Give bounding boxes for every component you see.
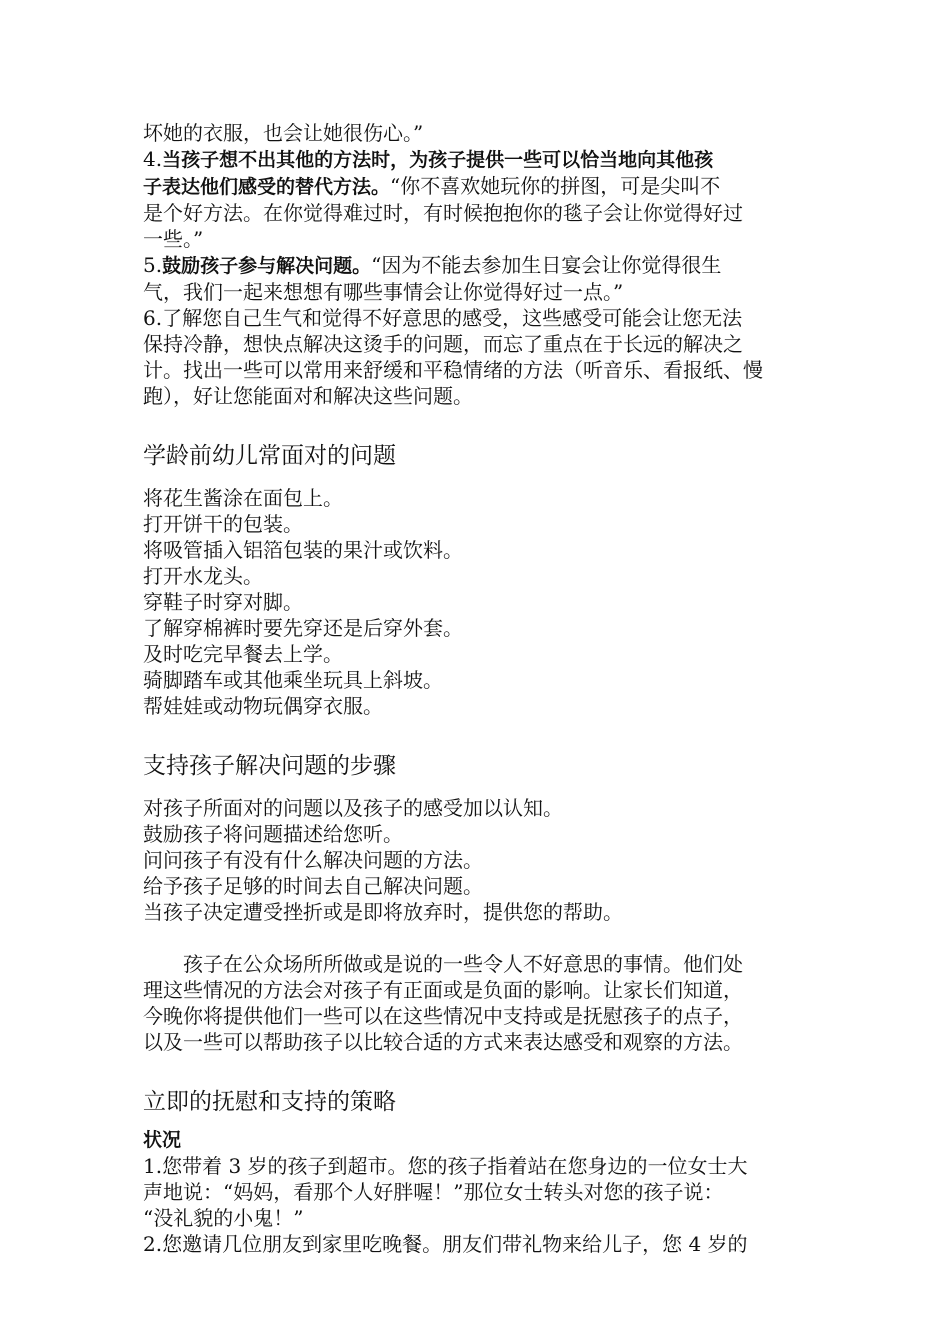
bold-text: 子表达他们感受的替代方法。: [143, 176, 391, 198]
item-number: 4.: [143, 147, 163, 171]
subsection-label: 状况: [143, 1129, 182, 1151]
list-item: 给予孩子足够的时间去自己解决问题。: [143, 874, 483, 898]
list-item-4: [143, 146, 811, 173]
list-item: 将花生酱涂在面包上。: [143, 486, 343, 510]
text-line: 坏她的衣服，也会让她很伤心。”: [143, 121, 424, 145]
paragraph-line: 以及一些可以帮助孩子以比较合适的方式来表达感受和观察的方法。: [143, 1030, 743, 1054]
list-item: 打开水龙头。: [143, 564, 263, 588]
document-page: [143, 120, 811, 1257]
text-line: 计。找出一些可以常用来舒缓和平稳情绪的方法（听音乐、看报纸、慢: [143, 358, 763, 382]
bold-text: 鼓励孩子参与解决问题。: [162, 255, 372, 277]
list-item: 鼓励孩子将问题描述给您听。: [143, 822, 403, 846]
spacer: [143, 1055, 811, 1087]
scenario-line: “没礼貌的小鬼！”: [143, 1206, 304, 1230]
scenario-line: 2.您邀请几位朋友到家里吃晚餐。朋友们带礼物来给儿子，您 4 岁的: [143, 1232, 748, 1256]
list-item: 及时吃完早餐去上学。: [143, 642, 343, 666]
body-text: “你不喜欢她玩你的拼图，可是尖叫不: [390, 174, 721, 198]
list-item: 当孩子决定遭受挫折或是即将放弃时，提供您的帮助。: [143, 900, 623, 924]
list-item-6: 6.了解您自己生气和觉得不好意思的感受，这些感受可能会让您无法: [143, 306, 743, 330]
paragraph-line: 理这些情况的方法会对孩子有正面或是负面的影响。让家长们知道，: [143, 978, 743, 1002]
list-item: 问问孩子有没有什么解决问题的方法。: [143, 848, 483, 872]
list-item: 将吸管插入铝箔包装的果汁或饮料。: [143, 538, 463, 562]
text-line: [143, 173, 811, 200]
scenario-line: 声地说：“妈妈，看那个人好胖喔！”那位女士转头对您的孩子说：: [143, 1180, 724, 1204]
body-text: “因为不能去参加生日宴会让你觉得很生: [371, 253, 722, 277]
list-item-5: [143, 252, 811, 279]
list-item: 穿鞋子时穿对脚。: [143, 590, 303, 614]
section-heading: 学龄前幼儿常面对的问题: [143, 443, 396, 469]
list-item: 了解穿棉裤时要先穿还是后穿外套。: [143, 616, 463, 640]
spacer: [143, 471, 811, 485]
spacer: [143, 719, 811, 751]
section-heading: 立即的抚慰和支持的策略: [143, 1089, 396, 1115]
list-item: 帮娃娃或动物玩偶穿衣服。: [143, 694, 383, 718]
list-item: 骑脚踏车或其他乘坐玩具上斜坡。: [143, 668, 443, 692]
text-line: 保持冷静，想快点解决这烫手的问题，而忘了重点在于长远的解决之: [143, 332, 743, 356]
spacer: [143, 1117, 811, 1127]
bold-text: 当孩子想不出其他的方法时，为孩子提供一些可以恰当地向其他孩: [162, 149, 714, 171]
text-line: 是个好方法。在你觉得难过时，有时候抱抱你的毯子会让你觉得好过: [143, 201, 743, 225]
spacer: [143, 781, 811, 795]
paragraph-line: 今晚你将提供他们一些可以在这些情况中支持或是抚慰孩子的点子，: [143, 1004, 743, 1028]
spacer: [143, 409, 811, 441]
item-number: 5.: [143, 253, 163, 277]
text-line: 气，我们一起来想想有哪些事情会让你觉得好过一点。”: [143, 280, 624, 304]
text-line: 一些。”: [143, 227, 204, 251]
section-heading: 支持孩子解决问题的步骤: [143, 753, 396, 779]
list-item: 打开饼干的包装。: [143, 512, 303, 536]
list-item: 对孩子所面对的问题以及孩子的感受加以认知。: [143, 796, 563, 820]
paragraph-line: 孩子在公众场所所做或是说的一些令人不好意思的事情。他们处: [183, 952, 743, 976]
scenario-line: 1.您带着 3 岁的孩子到超市。您的孩子指着站在您身边的一位女士大: [143, 1154, 748, 1178]
spacer: [143, 925, 811, 951]
text-line: 跑），好让您能面对和解决这些问题。: [143, 384, 473, 408]
